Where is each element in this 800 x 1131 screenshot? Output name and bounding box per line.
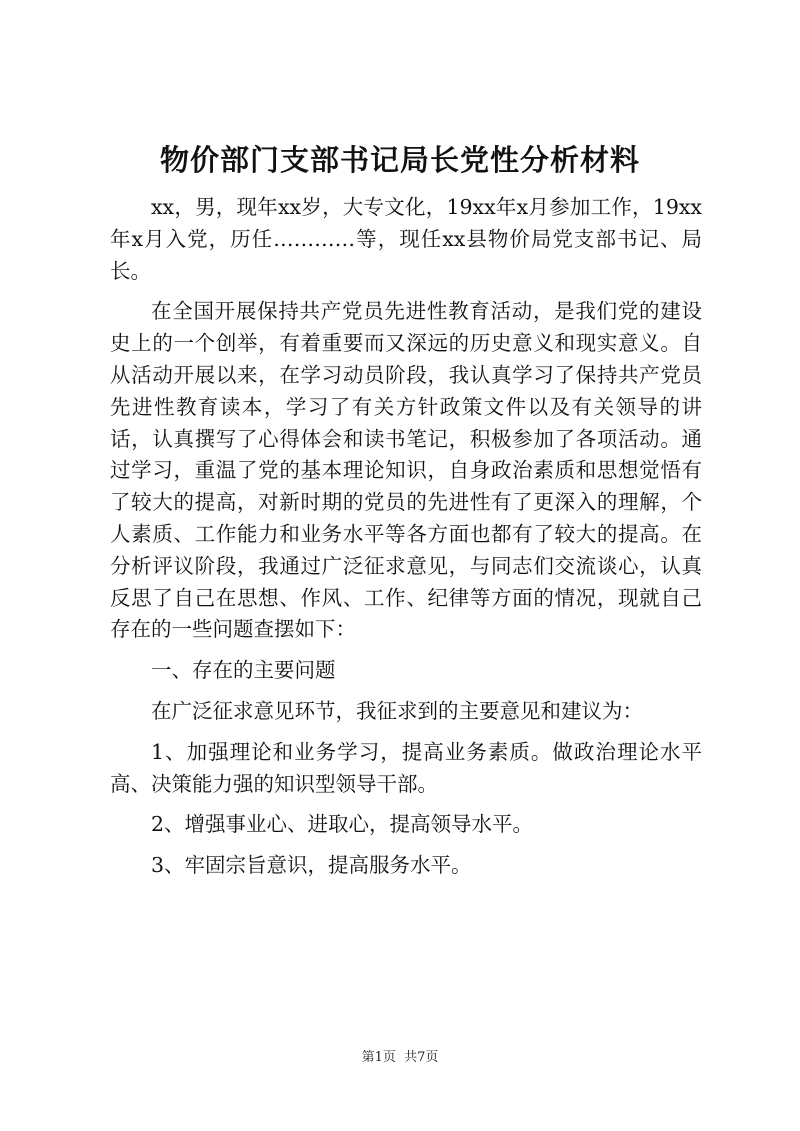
- paragraph-background: 在全国开展保持共产党员先进性教育活动，是我们党的建设史上的一个创举，有着重要而又深远的历史意义和现实意义。自从活动开展以来，在学习动员阶段，我认真学习了保持共产党员先进性教育读本，学习了有关方针政策文件以及有关领导的讲话，认真撰写了心得体会和读书笔记，积极参加了各项活动。通过学习，重温了党的基本理论知识，自身政治素质和思想觉悟有了较大的提高，对新时期的党员的先进性有了更深入的理解，个人素质、工作能力和业务水平等各方面也都有了较大的提高。在分析评议阶段，我通过广泛征求意见，与同志们交流谈心，认真反思了自己在思想、作风、工作、纪律等方面的情况，现就自己存在的一些问题查摆如下：: [110, 299, 702, 642]
- list-item-2: 2、增强事业心、进取心，提高领导水平。: [151, 812, 534, 837]
- section-heading-main-problems: 一、存在的主要问题: [151, 658, 336, 683]
- page-number: 第1页: [361, 1050, 396, 1065]
- paragraph-intro: xx，男，现年xx岁，大专文化，19xx年x月参加工作，19xx年x月入党，历任…………等，现任xx县物价局党支部书记、局长。: [110, 195, 702, 283]
- page-total: 共7页: [404, 1050, 439, 1065]
- document-title: 物价部门支部书记局长党性分析材料: [159, 143, 640, 177]
- list-item-1: 1、加强理论和业务学习，提高业务素质。做政治理论水平高、决策能力强的知识型领导干部。: [110, 739, 702, 796]
- paragraph-opinions-intro: 在广泛征求意见环节，我征求到的主要意见和建议为：: [151, 698, 643, 723]
- document-body: [110, 192, 702, 891]
- page-footer: [0, 1048, 800, 1068]
- list-item-3: 3、牢固宗旨意识，提高服务水平。: [151, 853, 472, 878]
